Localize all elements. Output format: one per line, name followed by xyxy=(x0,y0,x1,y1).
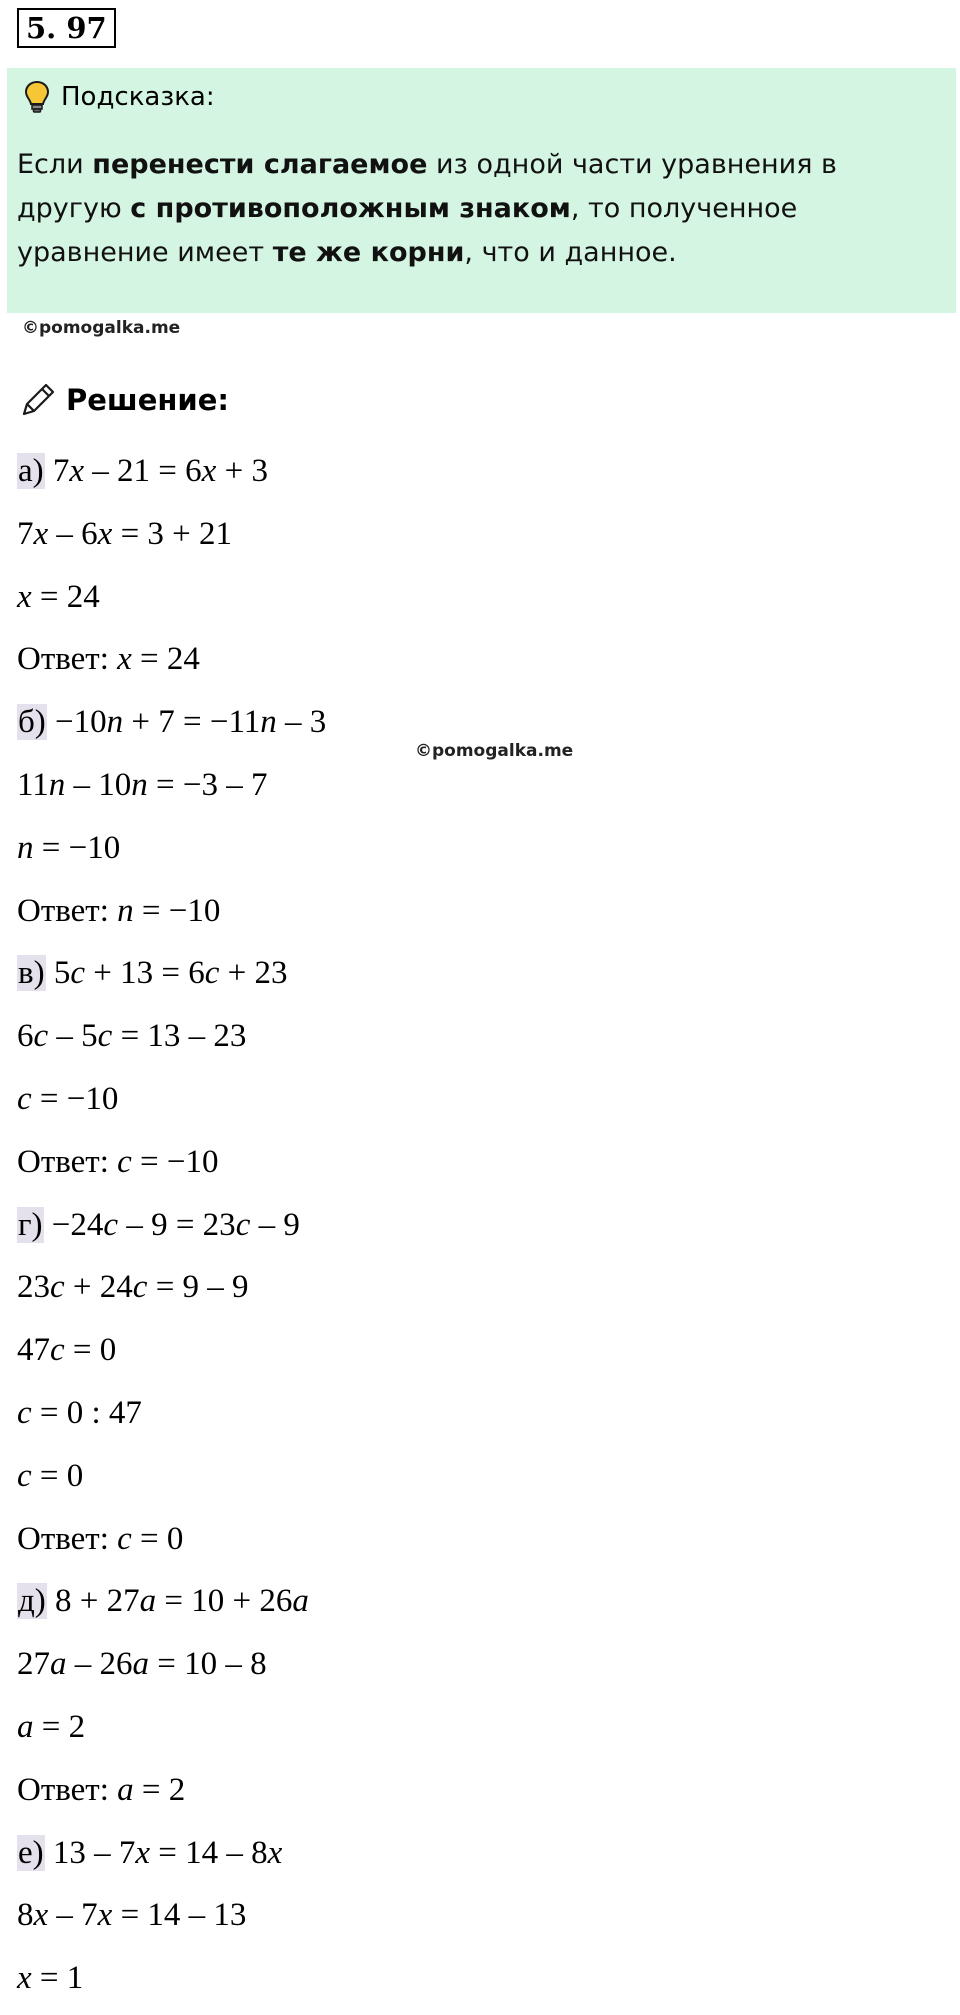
hint-text xyxy=(17,143,917,275)
solution-line xyxy=(17,759,326,822)
hint-text-run: , что и данное. xyxy=(464,237,677,268)
equation-text: 7x – 21 = 6x + 3 xyxy=(52,453,268,489)
part-label: а) xyxy=(18,453,44,489)
solution-line xyxy=(17,445,326,508)
solution-line xyxy=(17,1073,326,1136)
hint-box xyxy=(7,68,956,313)
equation-text: n = −10 xyxy=(17,829,121,866)
solution-line xyxy=(17,1450,326,1513)
solution-line xyxy=(17,508,326,571)
solution-line xyxy=(17,1324,326,1387)
lightbulb-icon xyxy=(25,80,49,114)
equation-text: c = 0 xyxy=(17,1457,84,1494)
equation-text: c = 0 : 47 xyxy=(17,1394,142,1431)
equation-text: x = 24 xyxy=(17,578,100,615)
equation-text: 27a – 26a = 10 – 8 xyxy=(17,1646,267,1683)
solution-line xyxy=(17,885,326,948)
hint-title xyxy=(25,80,215,114)
part-label: в) xyxy=(18,955,45,992)
solution-line xyxy=(17,1199,326,1262)
solution-line xyxy=(17,1010,326,1073)
equation-text: Ответ: c = −10 xyxy=(17,1143,219,1180)
part-label: е) xyxy=(18,1834,44,1871)
hint-title-text: Подсказка: xyxy=(61,82,215,112)
problem-number: 5. 97 xyxy=(17,8,116,48)
solution-line xyxy=(17,1764,326,1827)
solution-title-text: Решение: xyxy=(66,383,230,417)
hint-emphasis: перенести слагаемое xyxy=(92,149,428,180)
solution-line xyxy=(17,1952,326,2015)
solution-line xyxy=(17,1387,326,1450)
solution-line xyxy=(17,1638,326,1701)
solution-line xyxy=(17,1513,326,1576)
equation-text: 6c – 5c = 13 – 23 xyxy=(17,1018,247,1055)
hint-emphasis: с противоположным знаком xyxy=(130,193,571,224)
solution-line xyxy=(17,822,326,885)
part-label: б) xyxy=(18,704,46,741)
solution-title xyxy=(18,380,229,420)
equation-text: Ответ: a = 2 xyxy=(17,1771,186,1808)
equation-text: 7x – 6x = 3 + 21 xyxy=(17,515,233,552)
equation-text: 47c = 0 xyxy=(17,1332,117,1369)
solution-line xyxy=(17,571,326,634)
equation-text: −10n + 7 = −11n – 3 xyxy=(55,704,327,741)
equation-text: 5c + 13 = 6c + 23 xyxy=(53,955,288,992)
hint-emphasis: те же корни xyxy=(272,237,465,268)
solution-line xyxy=(17,1261,326,1324)
equation-text: 13 – 7x = 14 – 8x xyxy=(52,1834,283,1871)
solution-line xyxy=(17,1575,326,1638)
equation-text: −24c – 9 = 23c – 9 xyxy=(51,1206,300,1243)
watermark-top: ©pomogalka.me xyxy=(22,318,181,338)
equation-text: Ответ: n = −10 xyxy=(17,892,221,929)
solution-line xyxy=(17,633,326,696)
hint-text-run: Если xyxy=(17,149,93,180)
hint-text-run: , то полученное уравнение имеет xyxy=(17,193,798,268)
solution-line xyxy=(17,1827,326,1890)
equation-text: Ответ: x = 24 xyxy=(17,641,200,678)
equation-text: a = 2 xyxy=(17,1708,86,1745)
watermark-middle: ©pomogalka.me xyxy=(415,741,574,761)
equation-text: Ответ: c = 0 xyxy=(17,1520,184,1557)
equation-text: c = −10 xyxy=(17,1080,119,1117)
solution-line xyxy=(17,696,326,759)
solution-line xyxy=(17,1136,326,1199)
equation-text: 8x – 7x = 14 – 13 xyxy=(17,1897,247,1934)
hint-text-run: из одной части уравнения в другую xyxy=(17,149,837,224)
equation-text: 23c + 24c = 9 – 9 xyxy=(17,1269,249,1306)
pencil-icon xyxy=(18,380,58,420)
solution-line xyxy=(17,1701,326,1764)
solution-line xyxy=(17,1889,326,1952)
equation-text: x = 1 xyxy=(17,1960,84,1997)
equation-text: 11n – 10n = −3 – 7 xyxy=(17,766,268,803)
solution-lines xyxy=(17,445,326,2015)
part-label: д) xyxy=(18,1583,46,1620)
solution-line xyxy=(17,947,326,1010)
part-label: г) xyxy=(18,1206,43,1243)
equation-text: 8 + 27a = 10 + 26a xyxy=(55,1583,309,1620)
